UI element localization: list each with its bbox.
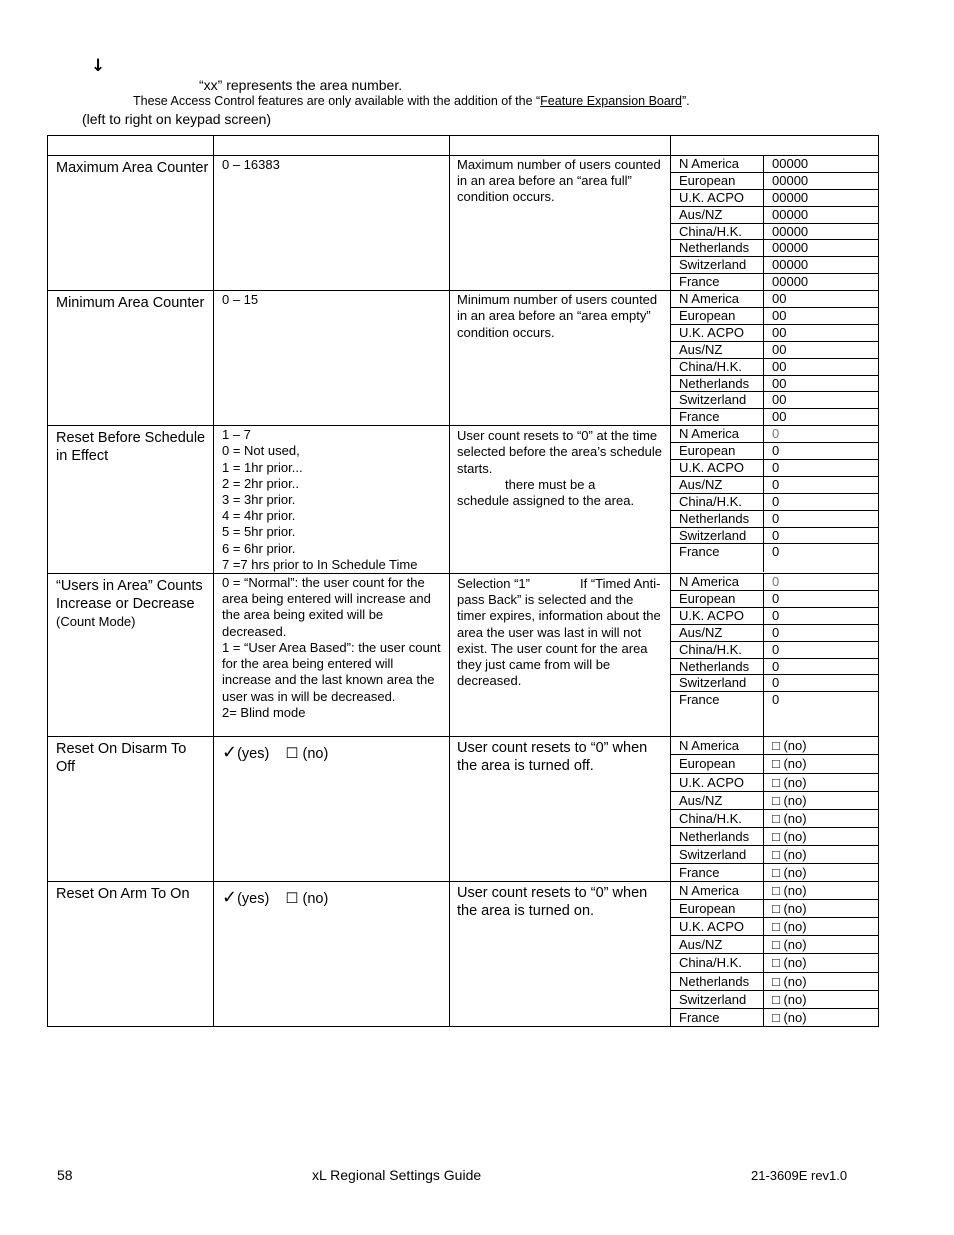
setting-range: ✓(yes) ☐ (no) <box>214 737 450 882</box>
setting-name: Reset On Arm To On <box>48 882 214 1027</box>
area-number-note: “xx” represents the area number. <box>199 77 403 93</box>
table-header-row <box>48 136 879 156</box>
checkbox-icon: ☐ <box>285 746 299 763</box>
setting-range: 0 – 16383 <box>214 156 450 291</box>
checkmark-icon: ✓ <box>222 742 238 764</box>
table-row <box>48 291 879 426</box>
region-defaults: N America 0 European 0 U.K. ACPO 0 Aus/NZ 0 China/H.K. 0 Netherlands 0 Switzerland 0 France 0 <box>671 426 879 574</box>
checkmark-icon: ✓ <box>222 887 238 909</box>
table-row <box>48 882 879 1027</box>
region-defaults: N America 00 European 00 U.K. ACPO 00 Aus/NZ 00 China/H.K. 00 Netherlands 00 Switzerland 00 France 00 <box>671 291 879 426</box>
setting-name: Reset On Disarm To Off <box>48 737 214 882</box>
setting-description: User count resets to “0” when the area is turned off. <box>450 737 671 882</box>
footer-title: xL Regional Settings Guide <box>312 1167 482 1183</box>
down-arrow-icon: ↓ <box>91 56 106 76</box>
region-defaults: N America 00000 European 00000 U.K. ACPO 00000 Aus/NZ 00000 China/H.K. 00000 Netherlands 00000 Switzerland 00000 France 00000 <box>671 156 879 291</box>
page-number: 58 <box>57 1167 73 1183</box>
setting-description: Maximum number of users counted in an area before an “area full” condition occurs. <box>450 156 671 291</box>
table-row <box>48 156 879 291</box>
feature-board-note: These Access Control features are only available with the addition of the “Feature Expansion Board”. <box>133 94 690 108</box>
setting-name: “Users in Area” Counts Increase or Decrease (Count Mode) <box>48 574 214 737</box>
document-number: 21-3609E rev1.0 <box>751 1168 848 1183</box>
table-row <box>48 574 879 737</box>
setting-description: Minimum number of users counted in an area before an “area empty” condition occurs. <box>450 291 671 426</box>
setting-range: ✓(yes) ☐ (no) <box>214 882 450 1027</box>
table-row <box>48 737 879 882</box>
checkbox-icon: ☐ <box>285 891 299 908</box>
setting-name: Maximum Area Counter <box>48 156 214 291</box>
setting-description: User count resets to “0” at the time selected before the area’s schedule starts. there must be a schedule assigned to the area. <box>450 426 671 574</box>
setting-range: 0 = “Normal”: the user count for the area being entered will increase and the area being exited will be decreased. 1 = “User Area Based”: the user count for the area being entered will increase and the last known area the user was in will be decreased. 2= Blind mode <box>214 574 450 737</box>
table-row <box>48 426 879 574</box>
settings-table <box>47 135 879 1027</box>
feature-expansion-board-link[interactable]: Feature Expansion Board <box>540 94 682 108</box>
setting-range: 0 – 15 <box>214 291 450 426</box>
setting-name: Minimum Area Counter <box>48 291 214 426</box>
setting-description: User count resets to “0” when the area is turned on. <box>450 882 671 1027</box>
region-defaults: N America □ (no) European □ (no) U.K. ACPO □ (no) Aus/NZ □ (no) China/H.K. □ (no) Netherlands □ (no) Switzerland □ (no) France □ (no) <box>671 737 879 882</box>
setting-description: Selection “1” If “Timed Anti-pass Back” is selected and the timer expires, information about the area the user was last in will not exist. The user count for the area they just came from will be decreased. <box>450 574 671 737</box>
setting-name: Reset Before Schedule in Effect <box>48 426 214 574</box>
region-defaults: N America 0 European 0 U.K. ACPO 0 Aus/NZ 0 China/H.K. 0 Netherlands 0 Switzerland 0 France 0 <box>671 574 879 737</box>
keypad-order-note: (left to right on keypad screen) <box>82 111 272 127</box>
setting-range: 1 – 7 0 = Not used, 1 = 1hr prior... 2 = 2hr prior.. 3 = 3hr prior. 4 = 4hr prior. 5 = 5hr prior. 6 = 6hr prior. 7 =7 hrs prior to In Schedule Time <box>214 426 450 574</box>
region-defaults: N America □ (no) European □ (no) U.K. ACPO □ (no) Aus/NZ □ (no) China/H.K. □ (no) Netherlands □ (no) Switzerland □ (no) France □ (no) <box>671 882 879 1027</box>
